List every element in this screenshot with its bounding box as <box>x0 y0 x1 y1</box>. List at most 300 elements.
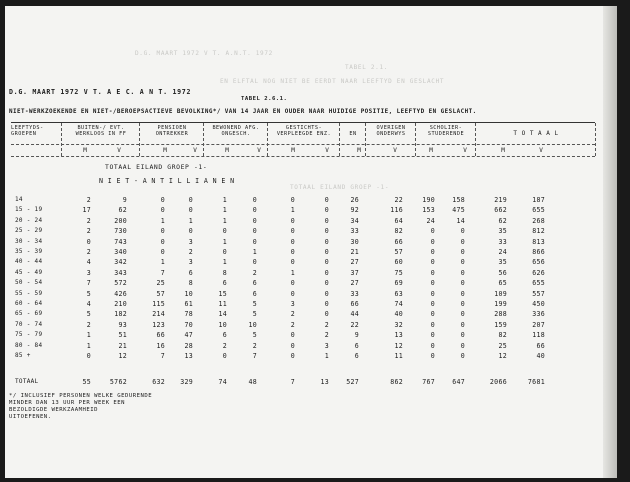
table-cell: 12 <box>394 341 403 350</box>
table-cell: 662 <box>494 206 507 215</box>
table-cell: 219 <box>494 196 507 204</box>
table-cell: 21 <box>350 248 359 256</box>
table-cell: 8 <box>222 268 227 277</box>
table-cell: 7681 <box>527 378 545 386</box>
table-cell: 8 <box>188 279 193 288</box>
table-cell: 0 <box>290 196 295 204</box>
table-row <box>5 321 605 331</box>
table-cell: 62 <box>498 216 507 225</box>
table-row <box>5 269 605 279</box>
table-cell: 74 <box>218 378 227 386</box>
table-row <box>5 227 605 237</box>
table-cell: 1 <box>160 258 165 267</box>
table-cell: 3 <box>188 258 193 267</box>
table-cell: 35 <box>498 258 507 267</box>
row-label: 14 <box>15 196 23 203</box>
document-title: D.G. MAART 1972 V T. A E C. A N T. 1972 <box>9 88 192 96</box>
table-cell: 62 <box>118 206 127 215</box>
table-cell: 0 <box>324 216 329 225</box>
table-cell: 0 <box>160 248 165 256</box>
row-label: 30 - 34 <box>15 237 43 245</box>
table-cell: 527 <box>346 378 359 386</box>
table-cell: 14 <box>218 310 227 319</box>
sub-header-m: M <box>429 147 433 154</box>
table-cell: 25 <box>156 279 165 288</box>
table-cell: 0 <box>324 300 329 308</box>
table-cell: 33 <box>350 227 359 236</box>
table-cell: 7 <box>160 268 165 277</box>
header-top-rule <box>11 122 595 123</box>
table-cell: 340 <box>114 248 127 256</box>
table-cell: 0 <box>290 248 295 256</box>
section-title: TOTAAL EILAND GROEP -1- <box>105 163 208 171</box>
table-cell: 1 <box>222 216 227 225</box>
table-cell: 0 <box>460 300 465 308</box>
table-cell: 0 <box>160 227 165 236</box>
table-cell: 158 <box>452 196 465 204</box>
table-cell: 82 <box>498 331 507 340</box>
table-row <box>5 206 605 216</box>
row-label: 15 - 19 <box>15 206 43 214</box>
table-cell: 0 <box>222 227 227 236</box>
table-cell: 632 <box>152 378 165 386</box>
table-cell: 12 <box>118 352 127 360</box>
table-cell: 28 <box>184 341 193 350</box>
table-cell: 30 <box>350 237 359 246</box>
table-cell: 0 <box>460 341 465 350</box>
table-cell: 557 <box>532 289 545 298</box>
header-mid-rule <box>11 144 595 145</box>
table-cell: 0 <box>430 237 435 246</box>
table-cell: 10 <box>248 320 257 329</box>
table-cell: 0 <box>324 196 329 204</box>
footnote: */ INCLUSIEF PERSONEN WELKE GEDURENDE <box>9 393 153 399</box>
table-cell: 0 <box>324 237 329 246</box>
table-cell: 93 <box>118 320 127 329</box>
table-cell: 0 <box>460 320 465 329</box>
column-separator <box>61 123 62 156</box>
table-cell: 268 <box>532 216 545 225</box>
row-label: 80 - 84 <box>15 341 43 349</box>
table-cell: 5 <box>86 289 91 298</box>
table-cell: 1 <box>324 352 329 360</box>
table-cell: 190 <box>422 196 435 204</box>
table-cell: 5 <box>252 331 257 340</box>
row-label: 75 - 79 <box>15 331 43 339</box>
table-cell: 13 <box>394 331 403 340</box>
sub-header-m: M <box>501 147 505 154</box>
row-label: 25 - 29 <box>15 227 43 235</box>
col-header-institution: GESTICHTS- VERPLEEGDE ENZ. <box>276 125 332 137</box>
table-cell: 22 <box>350 320 359 329</box>
row-label: 55 - 59 <box>15 289 43 297</box>
table-cell: 0 <box>324 248 329 256</box>
table-cell: 66 <box>350 300 359 308</box>
table-cell: 6 <box>354 341 359 350</box>
table-cell: 13 <box>184 352 193 360</box>
table-cell: 0 <box>460 237 465 246</box>
ghost-text: EN ELFTAL NOG NIET BE EERDT NAAR LEEFTYD EN GESLACHT <box>220 78 445 85</box>
table-cell: 27 <box>350 258 359 267</box>
sub-header-v: V <box>393 147 397 154</box>
sub-header-m: M <box>83 147 87 154</box>
table-cell: 24 <box>498 248 507 256</box>
table-cell: 730 <box>114 227 127 236</box>
row-label: 45 - 49 <box>15 268 43 276</box>
table-cell: 57 <box>156 289 165 298</box>
table-cell: 26 <box>350 196 359 204</box>
table-cell: 6 <box>188 268 193 277</box>
table-cell: 343 <box>114 268 127 277</box>
col-header-other: OVERIGEN ONDERWYS <box>376 125 406 137</box>
table-cell: 0 <box>430 331 435 340</box>
row-label: 50 - 54 <box>15 279 43 287</box>
table-cell: 0 <box>290 237 295 246</box>
table-cell: 3 <box>188 237 193 246</box>
table-cell: 0 <box>324 258 329 267</box>
table-cell: 0 <box>324 206 329 215</box>
table-cell: 13 <box>320 378 329 386</box>
table-cell: 2 <box>86 216 91 225</box>
footnote: UITOEFENEN. <box>9 414 52 420</box>
table-cell: 862 <box>390 378 403 386</box>
table-cell: 2 <box>290 310 295 319</box>
table-cell: 0 <box>460 352 465 360</box>
table-cell: 7 <box>290 378 295 386</box>
row-label: 60 - 64 <box>15 300 43 307</box>
table-cell: 342 <box>114 258 127 267</box>
table-cell: 0 <box>252 196 257 204</box>
table-cell: 450 <box>532 300 545 308</box>
table-cell: 33 <box>350 289 359 298</box>
footnote: BEZOLDIGDE WERKZAAMHEID <box>9 407 98 413</box>
table-cell: 0 <box>430 320 435 329</box>
col-header-en: EN <box>349 131 357 137</box>
table-cell: 5 <box>252 310 257 319</box>
table-cell: 0 <box>430 227 435 236</box>
table-row <box>5 258 605 268</box>
table-cell: 0 <box>252 258 257 267</box>
col-header-age: LEEFTYDS- GROEPEN <box>11 125 44 137</box>
table-cell: 0 <box>290 227 295 236</box>
table-cell: 655 <box>532 279 545 288</box>
table-cell: 12 <box>498 352 507 360</box>
table-cell: 0 <box>160 206 165 215</box>
table-cell: 5 <box>252 300 257 308</box>
table-cell: 34 <box>350 216 359 225</box>
table-cell: 17 <box>82 206 91 215</box>
table-cell: 1 <box>222 206 227 215</box>
table-cell: 656 <box>532 258 545 267</box>
table-cell: 6 <box>354 352 359 360</box>
table-cell: 572 <box>114 279 127 288</box>
table-cell: 2 <box>86 320 91 329</box>
table-cell: 25 <box>498 341 507 350</box>
table-cell: 0 <box>460 227 465 236</box>
table-cell: 116 <box>390 206 403 215</box>
table-cell: 123 <box>152 320 165 329</box>
row-label: 20 - 24 <box>15 216 43 224</box>
table-label: TABEL 2.6.1. <box>241 96 288 102</box>
table-cell: 647 <box>452 378 465 386</box>
table-cell: 0 <box>160 237 165 246</box>
table-cell: 0 <box>324 310 329 319</box>
table-cell: 82 <box>394 227 403 236</box>
table-cell: 4 <box>86 300 91 308</box>
table-cell: 1 <box>86 341 91 350</box>
table-cell: 2 <box>324 320 329 329</box>
table-cell: 812 <box>532 227 545 236</box>
table-cell: 7 <box>160 352 165 360</box>
sub-header-v: V <box>257 147 261 154</box>
column-separator <box>475 123 476 156</box>
table-cell: 626 <box>532 268 545 277</box>
column-separator <box>595 123 596 156</box>
table-cell: 0 <box>290 258 295 267</box>
table-cell: 15 <box>218 289 227 298</box>
table-row <box>5 300 605 310</box>
row-label: 40 - 44 <box>15 258 43 266</box>
table-cell: 37 <box>350 268 359 277</box>
table-cell: 1 <box>222 258 227 267</box>
table-cell: 115 <box>152 300 165 308</box>
table-cell: 2 <box>86 248 91 256</box>
table-cell: 475 <box>452 206 465 215</box>
col-header-student: SCHOLIER- STUDERENDE <box>427 125 465 137</box>
table-cell: 0 <box>188 227 193 236</box>
table-cell: 207 <box>532 320 545 329</box>
table-cell: 64 <box>394 216 403 225</box>
table-cell: 11 <box>218 300 227 308</box>
table-cell: 5 <box>86 310 91 319</box>
table-cell: 0 <box>430 289 435 298</box>
table-cell: 288 <box>494 310 507 319</box>
table-row <box>5 331 605 341</box>
table-cell: 0 <box>460 310 465 319</box>
table-cell: 1 <box>222 196 227 204</box>
table-cell: 0 <box>252 216 257 225</box>
table-cell: 1 <box>290 268 295 277</box>
table-row <box>5 342 605 352</box>
ghost-text: D.G. MAART 1972 V T. A.N.T. 1972 <box>135 50 273 57</box>
table-row <box>5 290 605 300</box>
table-cell: 0 <box>324 289 329 298</box>
table-cell: 14 <box>456 216 465 225</box>
table-cell: 3 <box>324 341 329 350</box>
table-cell: 0 <box>460 279 465 288</box>
table-row <box>5 238 605 248</box>
table-cell: 56 <box>498 268 507 277</box>
table-cell: 0 <box>252 237 257 246</box>
row-label: 85 + <box>15 352 31 359</box>
table-cell: 0 <box>290 279 295 288</box>
table-cell: 336 <box>532 310 545 319</box>
table-cell: 2 <box>252 268 257 277</box>
table-row <box>5 279 605 289</box>
table-cell: 10 <box>184 289 193 298</box>
table-cell: 329 <box>180 378 193 386</box>
table-cell: 0 <box>222 248 227 256</box>
table-cell: 2 <box>188 248 193 256</box>
table-cell: 65 <box>498 279 507 288</box>
table-cell: 9 <box>354 331 359 340</box>
table-cell: 1 <box>86 331 91 340</box>
table-cell: 153 <box>422 206 435 215</box>
table-cell: 1 <box>188 216 193 225</box>
table-cell: 9 <box>122 196 127 204</box>
table-cell: 0 <box>160 196 165 204</box>
table-cell: 6 <box>222 279 227 288</box>
sub-header-m: M <box>225 147 229 154</box>
table-cell: 866 <box>532 248 545 256</box>
column-separator <box>415 123 416 156</box>
column-separator <box>139 123 140 156</box>
table-cell: 743 <box>114 237 127 246</box>
table-cell: 2 <box>222 341 227 350</box>
column-separator <box>339 123 340 156</box>
table-cell: 47 <box>184 331 193 340</box>
table-cell: 187 <box>532 196 545 204</box>
table-cell: 16 <box>156 341 165 350</box>
table-row <box>5 217 605 227</box>
table-cell: 55 <box>82 378 91 386</box>
table-cell: 2 <box>86 227 91 236</box>
row-label: 65 - 69 <box>15 310 43 318</box>
table-cell: 40 <box>536 352 545 360</box>
sub-header-m: M <box>163 147 167 154</box>
table-title: NIET-WERKZOEKENDE EN NIET-/BEROEPSACTIEVE BEVOLKING*/ VAN 14 JAAR EN OUDER NAAR HUIDIGE POSITIE, LEEFTYD EN GESLACHT. <box>9 109 477 115</box>
table-cell: 0 <box>430 310 435 319</box>
table-cell: 182 <box>114 310 127 319</box>
table-cell: 66 <box>156 331 165 340</box>
table-cell: 2 <box>324 331 329 340</box>
table-cell: 0 <box>430 248 435 256</box>
table-cell: 0 <box>252 227 257 236</box>
table-row <box>5 196 605 206</box>
table-cell: 1 <box>290 206 295 215</box>
table-cell: 57 <box>394 248 403 256</box>
table-cell: 2066 <box>489 378 507 386</box>
table-cell: 1 <box>252 248 257 256</box>
table-cell: 66 <box>536 341 545 350</box>
table-cell: 0 <box>86 352 91 360</box>
table-cell: 1 <box>160 216 165 225</box>
table-cell: 11 <box>394 352 403 360</box>
table-cell: 1 <box>222 237 227 246</box>
subsection-title: N I E T - A N T I L L I A N E N <box>99 177 235 185</box>
table-cell: 200 <box>114 216 127 225</box>
table-cell: 44 <box>350 310 359 319</box>
table-cell: 0 <box>188 206 193 215</box>
table-cell: 0 <box>430 279 435 288</box>
sub-header-m: M <box>291 147 295 154</box>
table-cell: 3 <box>290 300 295 308</box>
footnote: MINDER DAN 13 UUR PER WEEK EEN <box>9 400 126 406</box>
table-cell: 51 <box>118 331 127 340</box>
table-cell: 0 <box>222 352 227 360</box>
table-cell: 767 <box>422 378 435 386</box>
table-cell: 75 <box>394 268 403 277</box>
table-row <box>5 248 605 258</box>
table-cell: 3 <box>86 268 91 277</box>
table-cell: 0 <box>252 206 257 215</box>
table-cell: 21 <box>118 341 127 350</box>
table-cell: 61 <box>184 300 193 308</box>
total-row <box>5 378 605 388</box>
table-cell: 813 <box>532 237 545 246</box>
table-cell: 214 <box>152 310 165 319</box>
table-cell: 2 <box>86 196 91 204</box>
table-cell: 63 <box>394 289 403 298</box>
table-cell: 109 <box>494 289 507 298</box>
table-cell: 0 <box>460 248 465 256</box>
table-row <box>5 352 605 362</box>
table-cell: 27 <box>350 279 359 288</box>
col-header-pension: PENSIOEN ONTREKKER <box>155 125 189 137</box>
table-cell: 40 <box>394 310 403 319</box>
table-cell: 48 <box>248 378 257 386</box>
table-cell: 0 <box>324 227 329 236</box>
table-cell: 6 <box>252 279 257 288</box>
sub-header-v: V <box>325 147 329 154</box>
table-cell: 5762 <box>109 378 127 386</box>
table-cell: 6 <box>252 289 257 298</box>
table-cell: 0 <box>290 352 295 360</box>
sub-header-v: V <box>193 147 197 154</box>
table-cell: 70 <box>184 320 193 329</box>
table-cell: 92 <box>350 206 359 215</box>
page-spine-shadow <box>603 6 617 478</box>
table-cell: 0 <box>290 331 295 340</box>
table-cell: 2 <box>290 320 295 329</box>
col-header-unemployed: BUITEN-/ EVT. WERKLOOS IN FF <box>75 125 127 137</box>
table-row <box>5 310 605 320</box>
table-cell: 33 <box>498 237 507 246</box>
table-cell: 0 <box>86 237 91 246</box>
col-header-resident: BEWONEND AFG. ONGESCH. <box>212 125 260 137</box>
table-cell: 6 <box>222 331 227 340</box>
table-cell: 10 <box>218 320 227 329</box>
table-cell: 0 <box>290 216 295 225</box>
table-cell: 0 <box>460 268 465 277</box>
table-cell: 655 <box>532 206 545 215</box>
table-cell: 0 <box>430 300 435 308</box>
col-header-total: T O T A A L <box>513 130 559 137</box>
table-cell: 2 <box>252 341 257 350</box>
table-cell: 118 <box>532 331 545 340</box>
header-bottom-rule <box>11 156 595 157</box>
table-cell: 69 <box>394 279 403 288</box>
table-cell: 0 <box>460 289 465 298</box>
table-cell: 32 <box>394 320 403 329</box>
table-cell: 210 <box>114 300 127 308</box>
table-cell: 0 <box>324 279 329 288</box>
table-cell: 0 <box>460 258 465 267</box>
row-label: 35 - 39 <box>15 248 43 255</box>
sub-header-m: M <box>357 147 361 154</box>
table-cell: 4 <box>86 258 91 267</box>
table-cell: 0 <box>324 268 329 277</box>
sub-header-v: V <box>539 147 543 154</box>
table-cell: 60 <box>394 258 403 267</box>
ghost-text: TABEL 2.1. <box>345 64 389 71</box>
table-cell: 199 <box>494 300 507 308</box>
table-cell: 0 <box>290 289 295 298</box>
table-cell: 0 <box>430 341 435 350</box>
table-cell: 66 <box>394 237 403 246</box>
table-cell: 35 <box>498 227 507 236</box>
table-cell: 22 <box>394 196 403 204</box>
